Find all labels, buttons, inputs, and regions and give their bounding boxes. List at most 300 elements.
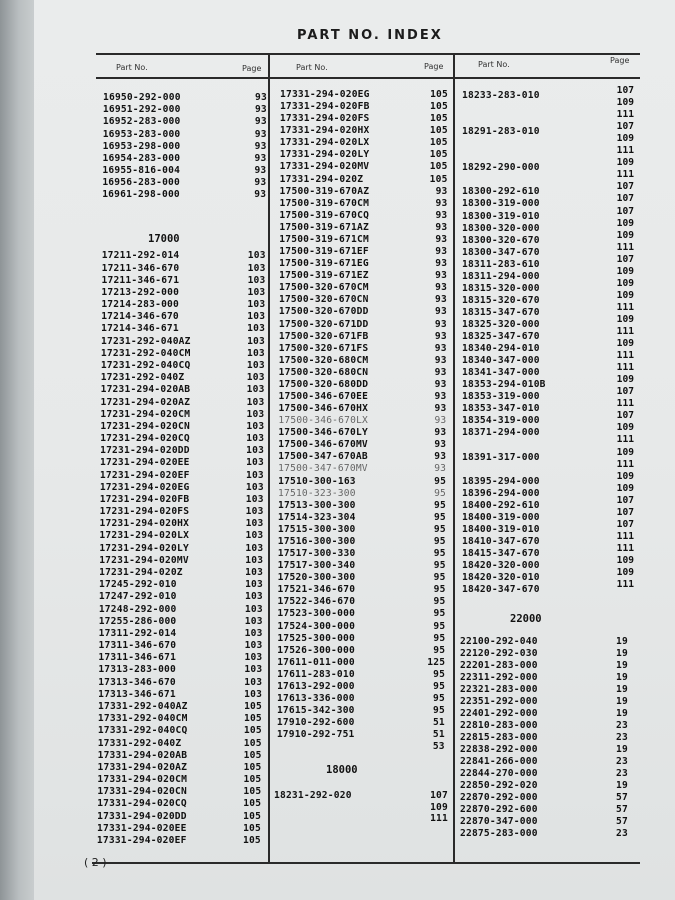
page-reference: 93 [435, 258, 448, 270]
part-number: 17615-342-300 [276, 705, 355, 717]
part-number: 18315-320-670 [462, 294, 540, 306]
page-reference: 103 [245, 493, 264, 505]
part-number: 17313-283-000 [98, 664, 176, 676]
part-number: 17331-294-020EG [280, 89, 370, 100]
page-reference: 107 [616, 121, 634, 133]
part-number: 22120-292-030 [460, 648, 538, 659]
part-number: 17231-294-020LY [99, 542, 189, 554]
part-number: 17231-294-020FB [99, 493, 190, 505]
part-number: 17331-294-020CM [97, 774, 188, 786]
part-number: 18233-283-010 [462, 90, 540, 101]
page-reference: 93 [254, 140, 267, 152]
page-reference: 93 [254, 165, 267, 177]
page-reference: 57 [616, 804, 628, 815]
page-reference: 107 [616, 193, 634, 205]
page-reference: 103 [244, 627, 263, 639]
page-reference: 105 [243, 786, 262, 798]
page-reference: 103 [246, 359, 265, 371]
page-reference: 95 [433, 608, 446, 620]
part-number: 17910-292-751 [276, 729, 355, 741]
page-reference: 93 [434, 403, 447, 415]
part-number: 18325-320-000 [462, 318, 540, 330]
part-number: 17247-292-010 [98, 591, 177, 603]
part-number: 17331-294-020AZ [97, 761, 188, 773]
part-number: 17214-346-671 [101, 323, 179, 335]
page-reference: 93 [435, 270, 448, 282]
page-reference: 103 [246, 420, 265, 432]
page-reference: 19 [616, 744, 628, 755]
part-number: 17331-292-040CQ [97, 725, 188, 737]
page-reference: 103 [247, 274, 266, 286]
page-reference: 93 [434, 451, 447, 463]
page-reference: 111 [616, 398, 634, 410]
column-divider-2 [453, 53, 455, 863]
page-reference: 95 [433, 644, 446, 656]
part-number: 16961-298-000 [102, 189, 180, 201]
part-number: 17500-346-670LX [278, 415, 369, 427]
page-reference: 93 [435, 282, 448, 294]
page-reference: 107 [616, 494, 634, 506]
part-number: 17331-294-020FS [279, 113, 370, 125]
page-reference: 93 [435, 185, 448, 197]
part-number: 17500-319-670AZ [279, 185, 370, 197]
page-reference: 105 [243, 761, 262, 773]
page-reference: 125 [427, 656, 446, 668]
page-reference: 109 [616, 217, 634, 229]
part-number: 17231-294-020EF [99, 469, 190, 481]
part-number: 17500-320-670CN [278, 294, 369, 306]
header-page-2: Page [424, 62, 444, 71]
part-number: 18420-320-000 [462, 559, 540, 571]
page-reference: 23 [616, 828, 628, 839]
part-number: 17231-292-040AZ [101, 335, 191, 347]
part-number: 17500-319-671EG [279, 258, 369, 270]
page-reference: 93 [255, 92, 267, 103]
part-number: 22311-292-000 [460, 672, 538, 683]
page-reference: 103 [244, 591, 263, 603]
page-reference: 105 [243, 749, 262, 761]
part-number: 17516-300-300 [277, 535, 356, 547]
page-reference: 111 [616, 145, 634, 157]
header-page-1: Page [242, 64, 262, 73]
page-number: ( 2 ) [84, 856, 107, 869]
page-reference: 103 [245, 481, 264, 493]
page-reference: 109 [616, 289, 634, 301]
part-number: 17500-320-670CM [279, 282, 369, 294]
page-reference: 93 [435, 209, 448, 221]
part-number: 17331-294-020LX [279, 137, 370, 149]
part-number: 17211-346-670 [101, 262, 180, 274]
page-reference: 93 [434, 318, 447, 330]
page-reference: 111 [616, 169, 634, 181]
part-number: 17231-294-020CM [100, 408, 191, 420]
page-reference: 103 [244, 640, 263, 652]
page-reference: 57 [616, 816, 628, 827]
page-reference: 111 [616, 350, 634, 362]
page-reference: 95 [434, 475, 447, 487]
page-reference: 19 [616, 708, 628, 719]
page-reference: 93 [434, 378, 447, 390]
page-reference: 23 [616, 756, 628, 767]
page-reference: 95 [433, 523, 446, 535]
part-number: 17231-292-040Z [100, 372, 185, 384]
part-number: 17311-346-671 [98, 652, 177, 664]
part-number: 17255-286-000 [98, 615, 177, 627]
page-reference: 107 [616, 410, 634, 422]
part-number: 17613-336-000 [277, 693, 355, 704]
page-reference: 109 [616, 157, 634, 169]
page-reference: 103 [244, 615, 263, 627]
part-number: 17231-294-020DD [100, 445, 190, 457]
page-reference: 109 [616, 133, 634, 145]
page-reference: 93 [435, 294, 447, 306]
page-reference: 105 [429, 113, 448, 125]
part-number: 17231-294-020LX [99, 530, 190, 542]
page-reference: 105 [243, 822, 261, 834]
page-reference: 109 [616, 422, 634, 434]
page-reference: 111 [616, 362, 634, 374]
part-number: 17231-294-020AB [100, 384, 191, 396]
section-heading-17000: 17000 [148, 233, 180, 245]
part-number: 22815-283-000 [460, 732, 538, 743]
page-reference: 103 [245, 554, 264, 566]
page-reference: 93 [254, 116, 267, 128]
part-number: 17231-292-040CM [100, 347, 191, 359]
page-reference: 105 [243, 798, 262, 810]
part-number: 18420-347-670 [462, 584, 540, 596]
page-reference: 93 [254, 152, 267, 164]
section-heading-18000: 18000 [326, 764, 358, 776]
page-reference: 111 [616, 326, 634, 337]
page-reference: 111 [616, 458, 634, 470]
part-number: 17910-292-600 [276, 717, 355, 729]
part-number: 17500-346-670EE [278, 391, 369, 402]
page-reference: 105 [243, 810, 262, 822]
page-reference: 93 [434, 415, 447, 427]
page-reference: 105 [429, 149, 448, 161]
part-number: 17331-294-020AB [97, 749, 188, 761]
part-number: 18315-347-670 [462, 306, 540, 318]
page-reference: 109 [616, 97, 634, 109]
page-reference: 103 [244, 603, 263, 615]
page-reference: 105 [430, 89, 448, 100]
page-reference: 93 [254, 177, 267, 189]
page-title: PART NO. INDEX [297, 28, 443, 43]
part-number: 17231-294-020CQ [100, 433, 190, 445]
page-reference: 103 [247, 299, 266, 311]
page-reference: 103 [247, 286, 266, 298]
part-number: 18353-319-000 [462, 391, 540, 403]
page-reference: 93 [435, 197, 448, 209]
part-number: 17500-320-671DD [278, 318, 369, 330]
part-number: 17525-300-000 [277, 632, 355, 644]
page-reference: 111 [616, 434, 634, 446]
part-number: 22870-347-000 [460, 816, 538, 827]
page-reference: 95 [433, 584, 446, 596]
page-reference: 93 [435, 233, 448, 245]
page-reference: 103 [246, 457, 264, 469]
page-reference: 103 [244, 664, 263, 676]
part-number: 22810-283-000 [460, 720, 538, 731]
page-reference: 107 [616, 253, 634, 265]
part-number: 17500-320-671FS [278, 342, 369, 354]
page-reference: 103 [246, 347, 265, 359]
part-number: 17311-292-014 [98, 627, 177, 639]
part-number: 18400-292-610 [462, 499, 540, 511]
page-reference: 105 [244, 701, 262, 712]
page-reference: 93 [434, 427, 447, 439]
header-part-no-3: Part No. [478, 60, 510, 69]
page-reference: 109 [616, 313, 634, 325]
part-number: 18415-347-670 [462, 547, 540, 559]
page-reference: 95 [433, 560, 446, 572]
part-number: 17514-323-304 [277, 511, 356, 523]
page-reference: 103 [247, 311, 266, 323]
part-number: 16956-283-000 [102, 177, 180, 189]
part-number: 17500-319-671AZ [279, 221, 369, 233]
page-reference: 109 [616, 229, 634, 241]
header-top-rule [96, 53, 640, 55]
page-reference: 109 [616, 482, 634, 494]
part-number: 18231-292-020 [274, 790, 352, 801]
part-number: 17231-294-020EE [100, 457, 190, 469]
part-number: 18300-320-000 [462, 222, 540, 234]
part-number: 17331-292-040AZ [98, 701, 188, 712]
header-part-no-1: Part No. [116, 63, 148, 72]
part-number: 18371-294-000 [462, 427, 540, 439]
page-reference: 109 [616, 277, 634, 289]
page-reference: 57 [616, 792, 628, 803]
part-number: 17524-300-000 [277, 620, 356, 632]
part-number: 17500-320-680CN [278, 366, 369, 378]
part-number: 17231-294-020FS [99, 506, 190, 518]
page-reference: 93 [254, 189, 267, 201]
page-reference: 105 [429, 125, 448, 137]
part-number: 17500-320-680CM [278, 354, 369, 366]
page-reference: 19 [616, 696, 628, 707]
page-reference: 19 [616, 636, 628, 647]
part-number: 17517-300-330 [277, 548, 356, 560]
part-number: 17214-346-670 [101, 311, 179, 323]
part-number: 18341-347-000 [462, 367, 540, 379]
page-reference: 103 [247, 262, 266, 274]
page-reference: 93 [435, 246, 448, 258]
page-reference: 51 [432, 729, 445, 741]
part-number: 22351-292-000 [460, 696, 538, 707]
part-number: 17331-294-020FB [279, 101, 370, 113]
part-number: 17500-320-671FB [278, 330, 369, 342]
part-number: 22875-283-000 [460, 828, 538, 839]
page-reference: 23 [616, 768, 628, 779]
part-number: 17500-346-670LY [278, 427, 368, 439]
part-number: 22401-292-000 [460, 708, 538, 719]
page-reference: 103 [244, 688, 263, 700]
footer-rule [92, 862, 640, 864]
page-reference: 93 [434, 342, 447, 354]
page-reference: 103 [245, 469, 264, 481]
page-reference: 93 [254, 104, 267, 116]
part-number: 17231-292-040CQ [100, 359, 191, 371]
part-number: 22321-283-000 [460, 684, 538, 695]
part-number: 17500-347-670MV [278, 463, 368, 475]
part-number: 17331-294-020DD [97, 810, 187, 822]
page-reference: 23 [616, 720, 628, 731]
page-reference: 95 [433, 572, 446, 584]
page-reference: 23 [616, 732, 628, 743]
part-number: 17331-294-020CN [97, 786, 187, 798]
page-reference: 109 [430, 801, 448, 813]
page-reference: 95 [433, 632, 446, 644]
part-number: 17517-300-340 [277, 560, 356, 572]
part-number: 17522-346-670 [277, 596, 356, 608]
part-number: 17611-283-010 [277, 668, 355, 680]
page-reference: 95 [433, 668, 446, 680]
part-number: 17231-294-020Z [99, 567, 183, 579]
part-number: 18311-294-000 [462, 270, 540, 282]
page-reference: 107 [616, 386, 634, 398]
page-reference: 95 [434, 499, 446, 511]
part-number: 18300-320-670 [462, 234, 540, 246]
page-reference: 103 [245, 506, 264, 518]
part-number: 17213-292-000 [101, 286, 180, 298]
part-number: 18391-317-000 [462, 451, 540, 463]
part-number: 22850-292-020 [460, 780, 538, 791]
page-reference: 103 [245, 542, 264, 554]
part-number: 22870-292-000 [460, 792, 538, 803]
part-number: 17331-292-040CM [97, 713, 188, 725]
header-page-3: Page [610, 56, 630, 65]
part-number: 17500-320-680DD [278, 378, 369, 390]
part-number: 17611-011-000 [277, 656, 355, 668]
page-reference: 107 [430, 790, 448, 801]
page-reference: 51 [432, 717, 445, 729]
part-number: 18340-294-010 [462, 343, 540, 355]
page-reference: 107 [616, 506, 634, 518]
column-divider-1 [268, 53, 270, 863]
part-number: 18291-283-010 [462, 126, 540, 138]
part-number: 16954-283-000 [102, 152, 181, 164]
part-number: 22201-283-000 [460, 660, 538, 671]
part-number: 16953-283-000 [102, 128, 181, 140]
page-reference: 103 [246, 445, 265, 457]
part-number: 22100-292-040 [460, 636, 538, 647]
part-number: 16953-298-000 [102, 140, 181, 152]
part-number: 17613-292-000 [277, 680, 355, 692]
page-reference: 95 [433, 535, 446, 547]
part-number: 18325-347-670 [462, 331, 540, 342]
page-reference: 109 [616, 554, 634, 566]
part-number: 17513-300-300 [277, 499, 356, 511]
part-number: 17331-294-020EE [97, 822, 187, 834]
page-reference: 107 [616, 181, 634, 193]
part-number: 17214-283-000 [101, 299, 179, 311]
page-reference: 19 [616, 780, 628, 791]
page-reference: 19 [616, 660, 628, 671]
page-reference: 103 [246, 384, 265, 396]
part-number: 18396-294-000 [462, 487, 540, 499]
page-reference: 103 [245, 579, 263, 591]
page-reference: 103 [246, 396, 265, 408]
part-number: 17231-294-020MV [99, 554, 189, 566]
part-number: 17331-294-020HX [279, 125, 370, 137]
part-number: 17526-300-000 [277, 644, 355, 656]
page-reference: 109 [616, 567, 634, 578]
part-number: 18395-294-000 [462, 475, 540, 487]
page-reference: 103 [246, 433, 265, 445]
part-number: 18315-320-000 [462, 282, 540, 294]
part-number: 18292-290-000 [462, 162, 540, 174]
page-reference: 103 [247, 250, 266, 262]
part-number: 17500-319-670CQ [279, 209, 370, 221]
part-number: 17211-292-014 [101, 250, 180, 262]
page-reference: 105 [243, 725, 262, 737]
section-heading-22000: 22000 [510, 613, 542, 625]
page-reference: 95 [433, 680, 446, 692]
page-reference: 103 [245, 530, 264, 542]
page-reference: 103 [244, 676, 263, 688]
part-number: 18300-347-670 [462, 246, 540, 258]
page-reference: 93 [434, 366, 447, 378]
page-reference: 95 [433, 693, 445, 704]
page-reference: 93 [434, 306, 447, 318]
page-reference: 105 [243, 737, 262, 749]
page-reference: 111 [616, 109, 634, 121]
page-reference: 105 [429, 137, 448, 149]
page-reference: 103 [246, 372, 265, 384]
header-bottom-rule [96, 77, 640, 79]
part-number: 18311-283-610 [462, 258, 540, 270]
part-number: 18353-294-010B [462, 379, 546, 391]
part-number: 18300-319-000 [462, 198, 540, 210]
part-number: 22870-292-600 [460, 804, 538, 815]
page-reference: 103 [247, 335, 265, 347]
part-number: 17510-323-300 [278, 487, 356, 499]
part-number: 17331-294-020CQ [97, 798, 187, 810]
part-number: 17313-346-670 [98, 676, 176, 688]
part-number: 16952-283-000 [102, 116, 181, 128]
part-number: 17331-294-020MV [279, 161, 370, 173]
page-reference: 93 [435, 221, 448, 233]
part-number: 17510-300-163 [278, 475, 356, 487]
part-number: 17500-320-670DD [278, 306, 369, 318]
part-number: 22844-270-000 [460, 768, 538, 779]
page-reference: 107 [616, 85, 634, 96]
page-reference: 95 [433, 511, 446, 523]
page-reference: 109 [616, 470, 634, 482]
part-number: 17515-300-300 [277, 523, 356, 535]
page-reference: 111 [616, 241, 634, 253]
part-number: 17521-346-670 [277, 584, 356, 596]
page-reference: 107 [616, 518, 634, 530]
page-reference: 105 [242, 834, 261, 846]
part-number: 22838-292-000 [460, 744, 538, 755]
page-reference: 111 [430, 813, 448, 824]
page-reference: 53 [432, 741, 445, 753]
page-reference: 93 [434, 330, 447, 342]
part-number: 18300-319-010 [462, 210, 540, 222]
part-number: 18420-320-010 [462, 572, 540, 583]
page-reference: 103 [246, 408, 265, 420]
part-number: 17231-294-020EG [99, 481, 190, 493]
part-number: 18400-319-000 [462, 511, 540, 523]
part-number: 18340-347-000 [462, 355, 540, 367]
page-reference: 111 [616, 301, 634, 313]
page-reference: 93 [434, 463, 447, 475]
page-reference: 93 [434, 439, 447, 451]
part-number: 17500-346-670HX [278, 403, 369, 415]
page-reference: 95 [433, 596, 446, 608]
page-reference: 109 [616, 374, 634, 386]
